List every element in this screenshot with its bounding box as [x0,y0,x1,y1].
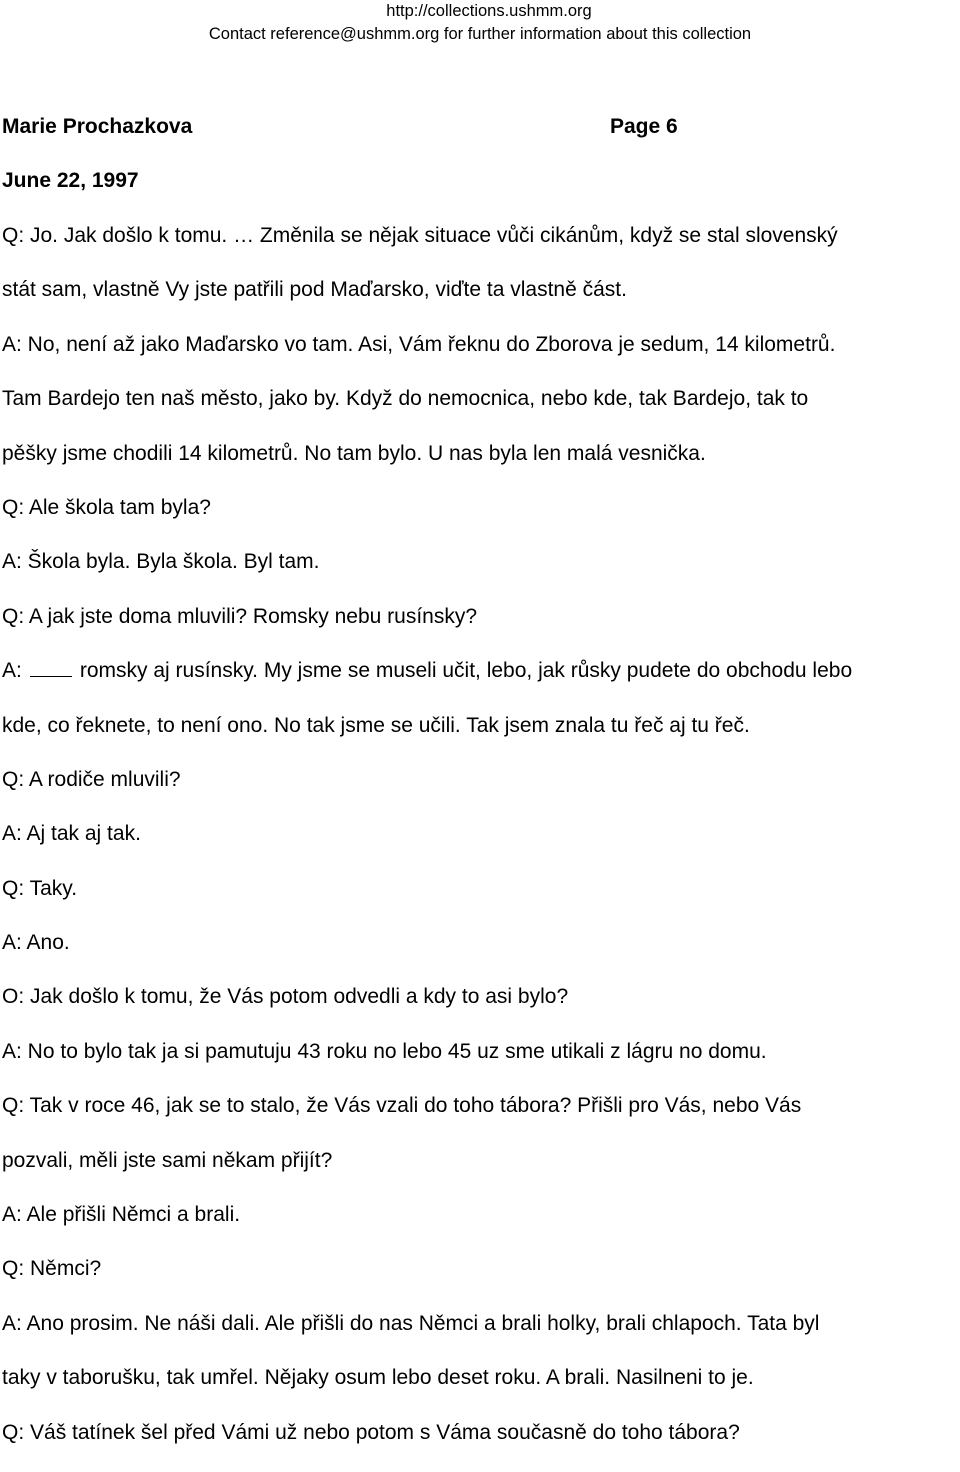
transcript-line: Q: A jak jste doma mluvili? Romsky nebu rusínsky? [2,604,478,628]
transcript-line: A: No, není až jako Maďarsko vo tam. Asi, Vám řeknu do Zborova je sedum, 14 kilometrů. [2,332,836,356]
transcript-line: Q: Jo. Jak došlo k tomu. … Změnila se nějak situace vůči cikánům, když se stal slovenský [2,224,838,247]
interview-date: June 22, 1997 [2,169,139,192]
transcript-line: Q: Němci? [2,1257,102,1281]
blank-underline [30,659,72,677]
transcript-line: Q: Ale škola tam byla? [2,495,211,519]
transcript-line: Q: Váš tatínek šel před Vámi už nebo potom s Váma současně do toho tábora? [2,1420,740,1444]
contact-line: Contact reference@ushmm.org for further information about this collection [208,25,752,43]
transcript-line: pěšky jsme chodili 14 kilometrů. No tam bylo. U nas byla len malá vesnička. [2,441,706,465]
interviewee-name: Marie Prochazkova [2,115,193,138]
transcript-line: stát sam, vlastně Vy jste patřili pod Maďarsko, viďte ta vlastně část. [2,278,627,302]
transcript-line: taky v taborušku, tak umřel. Nějaky osum lebo deset roku. A brali. Nasilneni to je. [2,1366,754,1390]
collection-url[interactable]: http://collections.ushmm.org [386,2,592,20]
answer-text: romsky aj rusínsky. My jsme se museli učit, lebo, jak růsky pudete do obchodu lebo [79,659,853,683]
transcript-line: A: Aj tak aj tak. [2,822,141,846]
transcript-line: O: Jak došlo k tomu, že Vás potom odvedli a kdy to asi bylo? [2,985,569,1009]
page-number: Page 6 [610,115,678,138]
answer-prefix: A: [2,659,22,683]
page-header [0,0,960,46]
transcript-line: A: Ale přišli Němci a brali. [2,1203,241,1227]
transcript-line: Q: A rodiče mluvili? [2,767,181,791]
transcript-line: A: Ano prosim. Ne náši dali. Ale přišli do nas Němci a brali holky, brali chlapoch. Tata byl [2,1311,820,1335]
transcript-line-with-blank [2,656,960,710]
transcript-line: A: No to bylo tak ja si pamutuju 43 roku no lebo 45 uz sme utikali z lágru no domu. [2,1039,767,1063]
transcript-line: kde, co řeknete, to není ono. No tak jsme se učili. Tak jsem znala tu řeč aj tu řeč. [2,713,750,737]
transcript-line: Q: Tak v roce 46, jak se to stalo, že Vás vzali do toho tábora? Přišli pro Vás, nebo Vás [2,1094,802,1118]
transcript-line: Tam Bardejo ten naš město, jako by. Když do nemocnica, nebo kde, tak Bardejo, tak to [2,387,809,411]
transcript-line: pozvali, měli jste sami někam přijít? [2,1148,333,1172]
transcript-line: A: Ano. [2,931,70,955]
transcript-line: A: Škola byla. Byla škola. Byl tam. [2,550,320,574]
transcript-body [2,221,960,1472]
transcript-line: Q: Taky. [2,876,78,900]
